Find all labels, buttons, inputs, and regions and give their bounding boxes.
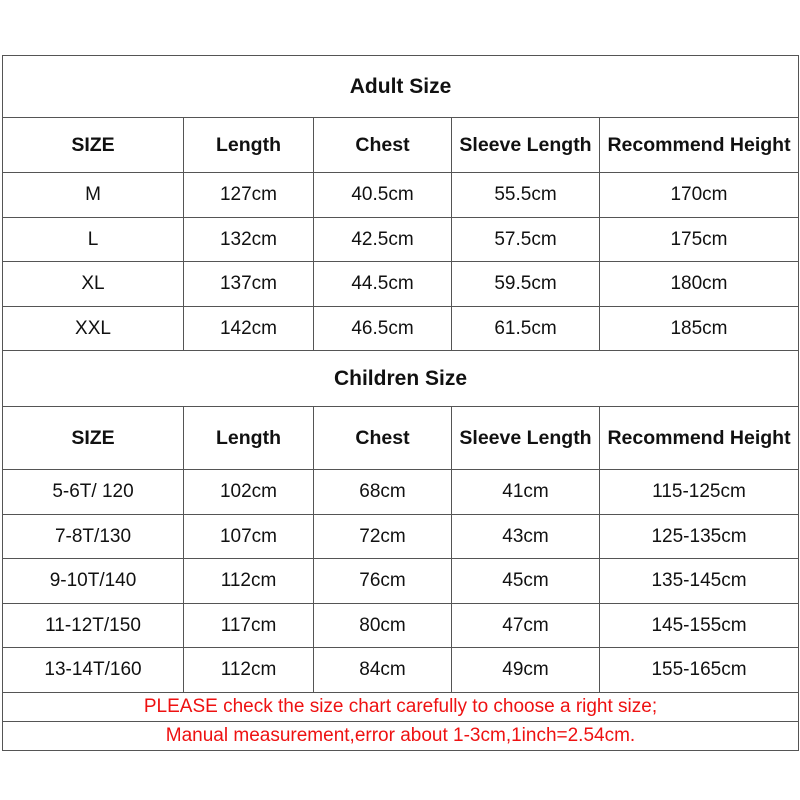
cell-size: L bbox=[3, 217, 184, 262]
header-recommend-height: Recommend Height bbox=[600, 118, 799, 173]
cell-length: 102cm bbox=[184, 470, 314, 515]
header-chest: Chest bbox=[314, 118, 452, 173]
size-table bbox=[2, 55, 799, 751]
cell-recommend-height: 115-125cm bbox=[600, 470, 799, 515]
cell-length: 132cm bbox=[184, 217, 314, 262]
adult-size-title: Adult Size bbox=[3, 56, 799, 118]
cell-length: 112cm bbox=[184, 648, 314, 693]
cell-sleeve-length: 49cm bbox=[452, 648, 600, 693]
cell-recommend-height: 185cm bbox=[600, 306, 799, 351]
children-title-row bbox=[3, 351, 799, 407]
size-chart bbox=[2, 55, 798, 751]
cell-recommend-height: 170cm bbox=[600, 173, 799, 218]
table-row bbox=[3, 262, 799, 307]
cell-chest: 46.5cm bbox=[314, 306, 452, 351]
table-row bbox=[3, 470, 799, 515]
cell-recommend-height: 155-165cm bbox=[600, 648, 799, 693]
cell-length: 112cm bbox=[184, 559, 314, 604]
header-recommend-height: Recommend Height bbox=[600, 407, 799, 470]
adult-header-row bbox=[3, 118, 799, 173]
table-row bbox=[3, 559, 799, 604]
cell-chest: 72cm bbox=[314, 514, 452, 559]
table-row bbox=[3, 173, 799, 218]
cell-chest: 44.5cm bbox=[314, 262, 452, 307]
cell-recommend-height: 145-155cm bbox=[600, 603, 799, 648]
cell-chest: 40.5cm bbox=[314, 173, 452, 218]
cell-size: XL bbox=[3, 262, 184, 307]
cell-length: 127cm bbox=[184, 173, 314, 218]
cell-recommend-height: 180cm bbox=[600, 262, 799, 307]
cell-size: XXL bbox=[3, 306, 184, 351]
table-row bbox=[3, 306, 799, 351]
header-length: Length bbox=[184, 407, 314, 470]
cell-chest: 76cm bbox=[314, 559, 452, 604]
cell-sleeve-length: 61.5cm bbox=[452, 306, 600, 351]
table-row bbox=[3, 603, 799, 648]
header-size: SIZE bbox=[3, 407, 184, 470]
cell-size: 13-14T/160 bbox=[3, 648, 184, 693]
cell-sleeve-length: 41cm bbox=[452, 470, 600, 515]
cell-chest: 68cm bbox=[314, 470, 452, 515]
cell-size: 9-10T/140 bbox=[3, 559, 184, 604]
cell-size: 11-12T/150 bbox=[3, 603, 184, 648]
children-header-row bbox=[3, 407, 799, 470]
cell-sleeve-length: 59.5cm bbox=[452, 262, 600, 307]
adult-title-row bbox=[3, 56, 799, 118]
cell-sleeve-length: 55.5cm bbox=[452, 173, 600, 218]
cell-recommend-height: 175cm bbox=[600, 217, 799, 262]
cell-length: 142cm bbox=[184, 306, 314, 351]
cell-size: M bbox=[3, 173, 184, 218]
table-row bbox=[3, 217, 799, 262]
cell-recommend-height: 135-145cm bbox=[600, 559, 799, 604]
measurement-note: Manual measurement,error about 1-3cm,1inch=2.54cm. bbox=[3, 721, 799, 750]
size-check-note: PLEASE check the size chart carefully to choose a right size; bbox=[3, 692, 799, 721]
cell-length: 137cm bbox=[184, 262, 314, 307]
table-row bbox=[3, 514, 799, 559]
children-size-title: Children Size bbox=[3, 351, 799, 407]
note-row bbox=[3, 721, 799, 750]
cell-size: 7-8T/130 bbox=[3, 514, 184, 559]
cell-sleeve-length: 43cm bbox=[452, 514, 600, 559]
cell-chest: 80cm bbox=[314, 603, 452, 648]
note-row bbox=[3, 692, 799, 721]
cell-sleeve-length: 57.5cm bbox=[452, 217, 600, 262]
header-size: SIZE bbox=[3, 118, 184, 173]
cell-sleeve-length: 47cm bbox=[452, 603, 600, 648]
cell-length: 107cm bbox=[184, 514, 314, 559]
cell-chest: 42.5cm bbox=[314, 217, 452, 262]
cell-sleeve-length: 45cm bbox=[452, 559, 600, 604]
header-sleeve-length: Sleeve Length bbox=[452, 118, 600, 173]
cell-recommend-height: 125-135cm bbox=[600, 514, 799, 559]
cell-chest: 84cm bbox=[314, 648, 452, 693]
cell-length: 117cm bbox=[184, 603, 314, 648]
header-length: Length bbox=[184, 118, 314, 173]
header-chest: Chest bbox=[314, 407, 452, 470]
header-sleeve-length: Sleeve Length bbox=[452, 407, 600, 470]
table-row bbox=[3, 648, 799, 693]
cell-size: 5-6T/ 120 bbox=[3, 470, 184, 515]
